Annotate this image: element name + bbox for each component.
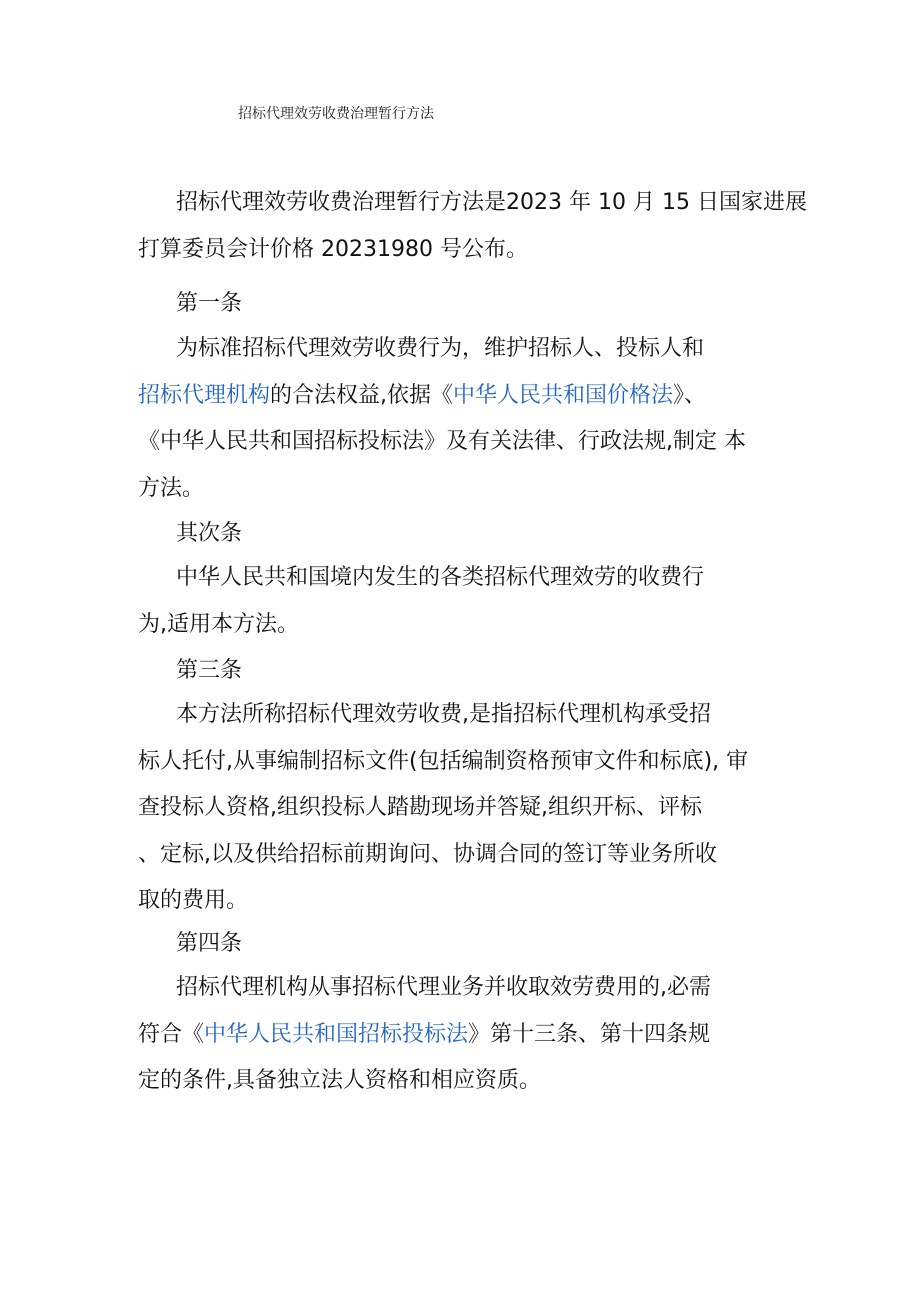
article-4-line-1: 招标代理机构从事招标代理业务并收取效劳费用的,必需: [176, 975, 711, 1000]
article-2-line-2: 为,适用本方法。: [138, 611, 299, 637]
article-4-title: 第四条: [176, 931, 243, 956]
article-3-line-4: 、定标,以及供给招标前期询问、协调合同的签订等业务所收: [138, 841, 717, 867]
article-1-title: 第一条: [176, 291, 243, 316]
article-1-line-2-mid: 的合法权益,依据《: [270, 382, 454, 408]
link-bidding-agency[interactable]: 招标代理机构: [138, 382, 271, 408]
article-2-body: [138, 555, 788, 648]
article-1-line-3: 《中华人民共和国招标投标法》及有关法律、行政法规,制定 本: [138, 429, 746, 454]
article-1-line-2-end: 》、: [673, 382, 707, 408]
article-3-line-1: 本方法所称招标代理效劳收费,是指招标代理机构承受招: [176, 702, 711, 727]
article-1-line-1: 为标准招标代理效劳收费行为，维护招标人、投标人和: [176, 336, 705, 361]
article-3-body: [138, 692, 788, 925]
article-4-body: [138, 965, 788, 1105]
article-3-title: 第三条: [176, 658, 243, 683]
article-3-line-5: 取的费用。: [138, 888, 249, 913]
article-1-line-4: 方法。: [138, 475, 205, 501]
article-4-line-2-end: 》第十三条、第十四条规: [468, 1021, 711, 1047]
article-3-line-2: 标人托付,从事编制招标文件(包括编制资格预审文件和标底), 审: [138, 748, 749, 774]
document-header: 招标代理效劳收费治理暂行方法: [238, 106, 434, 122]
article-4-line-2-start: 符合《: [138, 1021, 205, 1047]
article-2-title: 其次条: [176, 521, 243, 546]
intro-line-2: 打算委员会计价格 20231980 号公布。: [138, 236, 528, 262]
link-bidding-law[interactable]: 中华人民共和国招标投标法: [204, 1021, 469, 1047]
intro-line-1: 招标代理效劳收费治理暂行方法是2023 年 10 月 15 日国家进展: [176, 190, 807, 215]
article-1-body: [138, 326, 788, 512]
article-3-line-3: 查投标人资格,组织投标人踏勘现场并答疑,组织开标、评标: [138, 795, 702, 820]
article-4-line-3: 定的条件,具备独立法人资格和相应资质。: [138, 1068, 541, 1093]
article-2-line-1: 中华人民共和国境内发生的各类招标代理效劳的收费行: [176, 565, 705, 590]
intro-paragraph: [138, 180, 807, 273]
link-price-law[interactable]: 中华人民共和国价格法: [453, 382, 674, 408]
